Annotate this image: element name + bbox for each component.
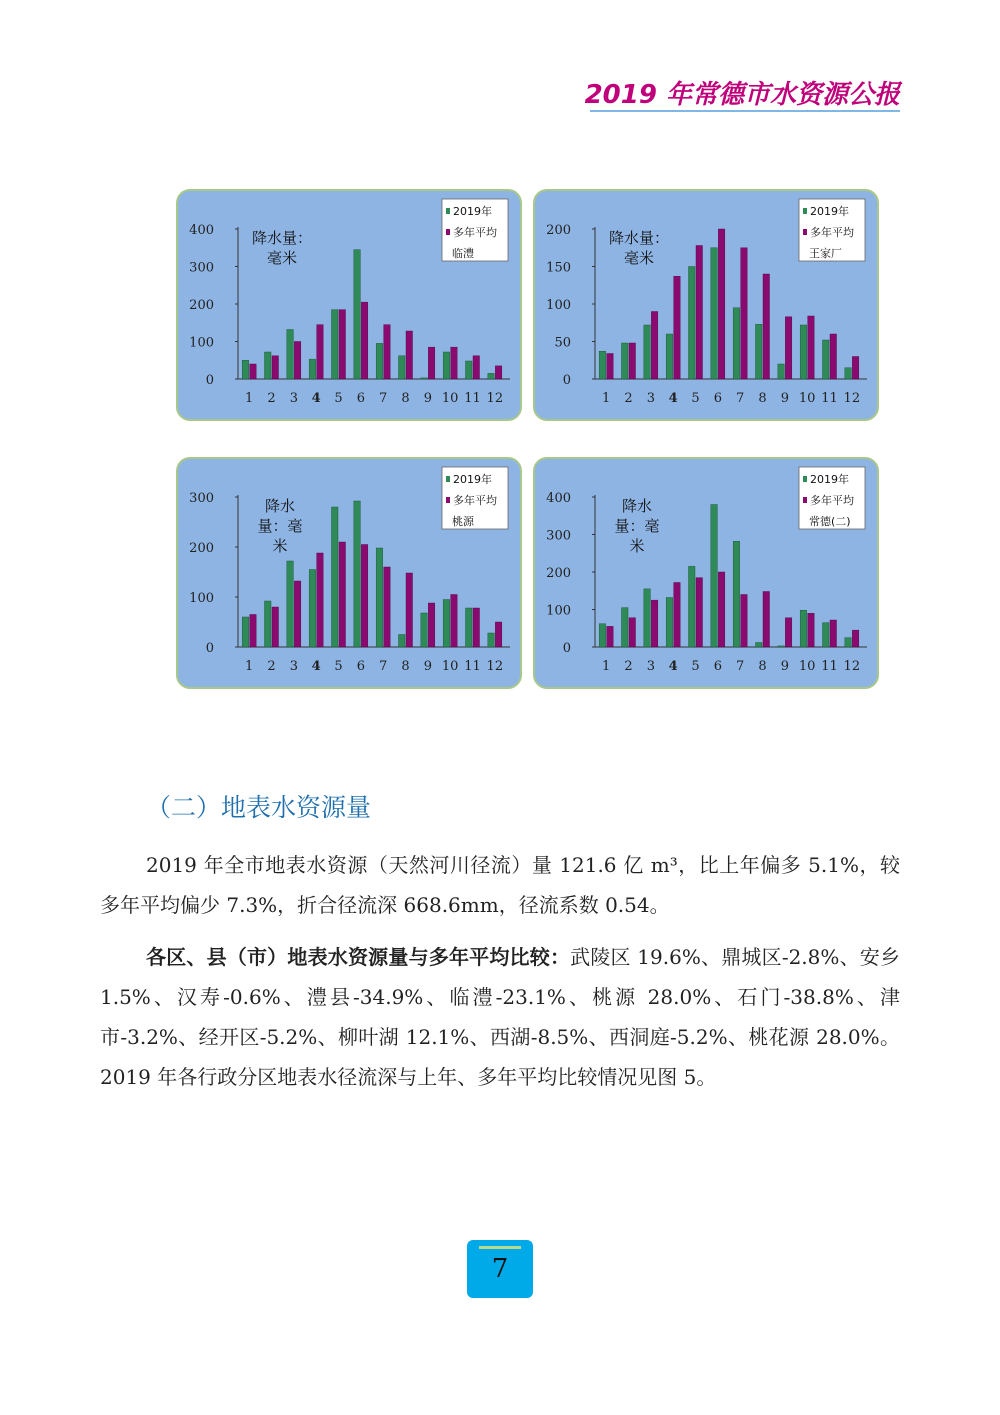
paragraph-district-comparison	[100, 937, 900, 1097]
legend-label-2019: 2019年	[453, 473, 492, 486]
bar-average	[674, 276, 681, 379]
x-tick-label: 7	[379, 659, 388, 674]
chart-svg	[535, 191, 881, 423]
bar-average	[629, 343, 636, 379]
x-tick-label: 5	[691, 659, 700, 674]
bar-average	[451, 595, 458, 648]
y-tick-label: 100	[189, 591, 214, 606]
chart-linli	[176, 189, 522, 421]
bar-average	[607, 626, 614, 647]
bar-2019	[800, 325, 807, 379]
bar-average	[406, 331, 413, 379]
x-tick-label: 10	[798, 391, 816, 406]
y-tick-label: 0	[205, 373, 214, 388]
bar-2019	[778, 364, 785, 379]
bar-2019	[354, 501, 361, 647]
y-tick-label: 400	[546, 491, 571, 506]
legend-station-name: 桃源	[452, 515, 474, 528]
y-tick-label: 300	[189, 491, 214, 506]
x-tick-label: 4	[311, 659, 321, 674]
y-axis-label: 米	[272, 537, 288, 555]
bar-2019	[376, 548, 383, 647]
legend-swatch-2019	[803, 476, 807, 482]
x-tick-label: 10	[441, 391, 459, 406]
bar-average	[384, 325, 391, 379]
x-tick-label: 9	[423, 391, 432, 406]
bar-2019	[800, 610, 807, 647]
bar-2019	[488, 373, 495, 379]
bar-average	[763, 592, 770, 648]
x-tick-label: 12	[486, 659, 504, 674]
legend-label-average: 多年平均	[453, 226, 497, 239]
bar-average	[384, 567, 391, 647]
bar-2019	[845, 638, 852, 647]
bar-average	[808, 613, 815, 647]
bar-average	[741, 595, 748, 648]
bar-2019	[711, 505, 718, 648]
y-tick-label: 300	[189, 260, 214, 276]
bar-2019	[376, 343, 383, 379]
paragraph-surface-water-total	[100, 845, 900, 925]
bar-average	[473, 608, 480, 647]
legend-swatch-average	[803, 229, 807, 235]
x-tick-label: 12	[843, 391, 861, 406]
y-axis-label: 毫米	[266, 249, 298, 267]
bar-average	[250, 615, 257, 648]
chart-taoyuan	[176, 457, 522, 689]
x-tick-label: 1	[245, 659, 254, 674]
bar-2019	[756, 643, 763, 648]
bar-average	[473, 356, 480, 379]
x-tick-label: 6	[356, 391, 365, 406]
bar-2019	[466, 608, 473, 647]
x-tick-label: 9	[780, 391, 789, 406]
bar-2019	[399, 356, 406, 379]
bar-average	[406, 573, 413, 647]
bar-2019	[287, 561, 294, 647]
legend-station-name: 常德(二)	[809, 515, 851, 528]
paragraph-text: 2019 年全市地表水资源（天然河川径流）量 121.6 亿 m³，比上年偏多 5.1%，较多年平均偏少 7.3%，折合径流深 668.6mm，径流系数 0.54。	[100, 853, 900, 917]
bar-2019	[689, 566, 696, 647]
x-tick-label: 4	[668, 391, 678, 406]
chart-svg	[178, 191, 524, 423]
bar-2019	[265, 352, 272, 379]
bar-average	[785, 618, 792, 647]
x-tick-label: 11	[821, 659, 838, 674]
bar-average	[651, 312, 658, 380]
x-tick-label: 8	[401, 391, 410, 406]
bar-average	[272, 356, 279, 379]
bar-2019	[332, 310, 339, 379]
y-axis-label: 量：毫	[257, 517, 303, 535]
chart-wangjiachang	[533, 189, 879, 421]
bar-2019	[644, 325, 651, 379]
y-tick-label: 200	[546, 223, 571, 238]
chart-svg	[178, 459, 524, 691]
x-tick-label: 7	[736, 391, 745, 406]
paragraph-lead: 各区、县（市）地表水资源量与多年平均比较：	[146, 945, 571, 969]
x-tick-label: 9	[423, 659, 432, 674]
bar-2019	[622, 608, 629, 647]
bar-average	[451, 347, 458, 379]
bar-average	[830, 620, 837, 647]
legend-swatch-average	[446, 497, 450, 503]
x-tick-label: 3	[646, 391, 655, 406]
bar-2019	[644, 589, 651, 647]
bar-average	[317, 325, 324, 379]
x-tick-label: 2	[267, 659, 276, 674]
x-tick-label: 3	[289, 391, 298, 406]
bar-2019	[823, 340, 830, 379]
y-tick-label: 0	[562, 373, 571, 388]
bar-2019	[622, 343, 629, 379]
bar-average	[361, 302, 368, 379]
bar-average	[294, 342, 301, 380]
page-number-badge	[467, 1240, 533, 1298]
bar-average	[741, 248, 748, 379]
section-heading: （二）地表水资源量	[146, 793, 372, 822]
bar-average	[830, 334, 837, 379]
y-tick-label: 100	[546, 603, 571, 619]
x-tick-label: 5	[334, 659, 343, 674]
bar-average	[428, 347, 435, 379]
bar-2019	[666, 598, 673, 648]
bar-average	[495, 622, 502, 647]
x-tick-label: 2	[624, 659, 633, 674]
bar-2019	[421, 613, 428, 647]
bar-2019	[599, 351, 606, 379]
x-tick-label: 7	[379, 391, 388, 406]
x-tick-label: 5	[691, 391, 700, 406]
bar-2019	[778, 646, 785, 647]
bar-2019	[242, 617, 249, 647]
bar-average	[294, 581, 301, 647]
x-tick-label: 9	[780, 659, 789, 674]
bar-2019	[309, 570, 316, 648]
bar-2019	[845, 368, 852, 379]
bar-average	[651, 600, 658, 647]
bar-2019	[488, 633, 495, 647]
y-tick-label: 50	[554, 335, 571, 351]
bar-average	[808, 316, 815, 379]
legend-swatch-2019	[803, 208, 807, 214]
bar-average	[763, 274, 770, 379]
legend-label-average: 多年平均	[810, 226, 854, 239]
bar-average	[785, 317, 792, 379]
x-tick-label: 11	[464, 391, 481, 406]
x-tick-label: 6	[713, 659, 722, 674]
bar-2019	[733, 541, 740, 647]
legend-swatch-average	[803, 497, 807, 503]
bar-2019	[733, 308, 740, 379]
bar-2019	[354, 250, 361, 379]
chart-changde	[533, 457, 879, 689]
y-axis-label: 米	[629, 537, 645, 555]
header-rule	[590, 110, 900, 112]
bar-2019	[443, 600, 450, 648]
bar-average	[607, 354, 614, 380]
legend-swatch-2019	[446, 476, 450, 482]
legend-swatch-2019	[446, 208, 450, 214]
legend-label-average: 多年平均	[810, 494, 854, 507]
legend-label-average: 多年平均	[453, 494, 497, 507]
x-tick-label: 3	[289, 659, 298, 674]
paragraph-body: 武陵区 19.6%、鼎城区-2.8%、安乡 1.5%、汉寿-0.6%、澧县-34.9%、临澧-23.1%、桃源 28.0%、石门-38.8%、津市-3.2%、经开区-5.2%、柳叶湖 12.1%、西湖-8.5%、西洞庭-5.2%、桃花源 28.0%。2019 年各行政分区地表水径流深与上年、多年平均比较情况见图 5。	[100, 945, 900, 1089]
legend-label-2019: 2019年	[810, 205, 849, 218]
bar-2019	[309, 359, 316, 379]
y-axis-label: 量：毫	[614, 517, 660, 535]
x-tick-label: 11	[464, 659, 481, 674]
y-tick-label: 100	[189, 335, 214, 351]
bar-2019	[242, 360, 249, 379]
bar-2019	[711, 248, 718, 379]
y-axis-label: 降水量：	[251, 229, 313, 247]
y-tick-label: 200	[189, 298, 214, 313]
bar-2019	[666, 334, 673, 379]
legend-station-name: 临澧	[452, 247, 474, 260]
bar-2019	[332, 507, 339, 647]
x-tick-label: 3	[646, 659, 655, 674]
y-tick-label: 0	[205, 641, 214, 656]
x-tick-label: 8	[401, 659, 410, 674]
y-axis-label: 降水量：	[608, 229, 670, 247]
bar-average	[629, 618, 636, 647]
y-tick-label: 150	[546, 260, 571, 276]
y-tick-label: 0	[562, 641, 571, 656]
x-tick-label: 4	[668, 659, 678, 674]
bar-2019	[443, 352, 450, 379]
legend-label-2019: 2019年	[810, 473, 849, 486]
bar-average	[696, 578, 703, 647]
bar-2019	[421, 378, 428, 379]
x-tick-label: 10	[441, 659, 459, 674]
bar-average	[428, 603, 435, 647]
bar-2019	[265, 601, 272, 647]
bar-average	[339, 542, 346, 647]
bar-average	[852, 630, 859, 647]
bar-2019	[689, 267, 696, 380]
x-tick-label: 12	[486, 391, 504, 406]
x-tick-label: 5	[334, 391, 343, 406]
x-tick-label: 6	[713, 391, 722, 406]
x-tick-label: 1	[245, 391, 254, 406]
y-tick-label: 300	[546, 528, 571, 544]
y-tick-label: 400	[189, 223, 214, 238]
x-tick-label: 2	[267, 391, 276, 406]
bar-average	[852, 357, 859, 380]
bar-average	[674, 583, 681, 648]
x-tick-label: 6	[356, 659, 365, 674]
x-tick-label: 8	[758, 659, 767, 674]
x-tick-label: 1	[602, 659, 611, 674]
bar-average	[250, 364, 257, 379]
bar-average	[339, 310, 346, 379]
x-tick-label: 10	[798, 659, 816, 674]
paragraph-text	[100, 937, 900, 1097]
report-title: 2019 年常德市水资源公报	[584, 80, 900, 110]
x-tick-label: 8	[758, 391, 767, 406]
bar-average	[718, 572, 725, 647]
page-number: 7	[491, 1254, 509, 1284]
bar-2019	[287, 330, 294, 380]
y-tick-label: 200	[189, 541, 214, 556]
bar-average	[361, 545, 368, 648]
legend-label-2019: 2019年	[453, 205, 492, 218]
bar-2019	[466, 361, 473, 379]
bar-average	[272, 607, 279, 647]
x-tick-label: 7	[736, 659, 745, 674]
chart-svg	[535, 459, 881, 691]
x-tick-label: 4	[311, 391, 321, 406]
y-axis-label: 毫米	[623, 249, 655, 267]
y-axis-label: 降水	[621, 497, 653, 515]
bar-2019	[756, 324, 763, 379]
x-tick-label: 12	[843, 659, 861, 674]
y-tick-label: 200	[546, 566, 571, 581]
y-tick-label: 100	[546, 298, 571, 313]
y-axis-label: 降水	[264, 497, 296, 515]
bar-average	[317, 553, 324, 647]
bar-average	[718, 229, 725, 379]
bar-2019	[823, 623, 830, 647]
bar-2019	[399, 635, 406, 648]
bar-average	[696, 246, 703, 380]
x-tick-label: 2	[624, 391, 633, 406]
x-tick-label: 1	[602, 391, 611, 406]
x-tick-label: 11	[821, 391, 838, 406]
bar-average	[495, 366, 502, 379]
legend-station-name: 王家厂	[809, 247, 842, 260]
page-number-accent	[479, 1246, 521, 1249]
bar-2019	[599, 624, 606, 647]
legend-swatch-average	[446, 229, 450, 235]
